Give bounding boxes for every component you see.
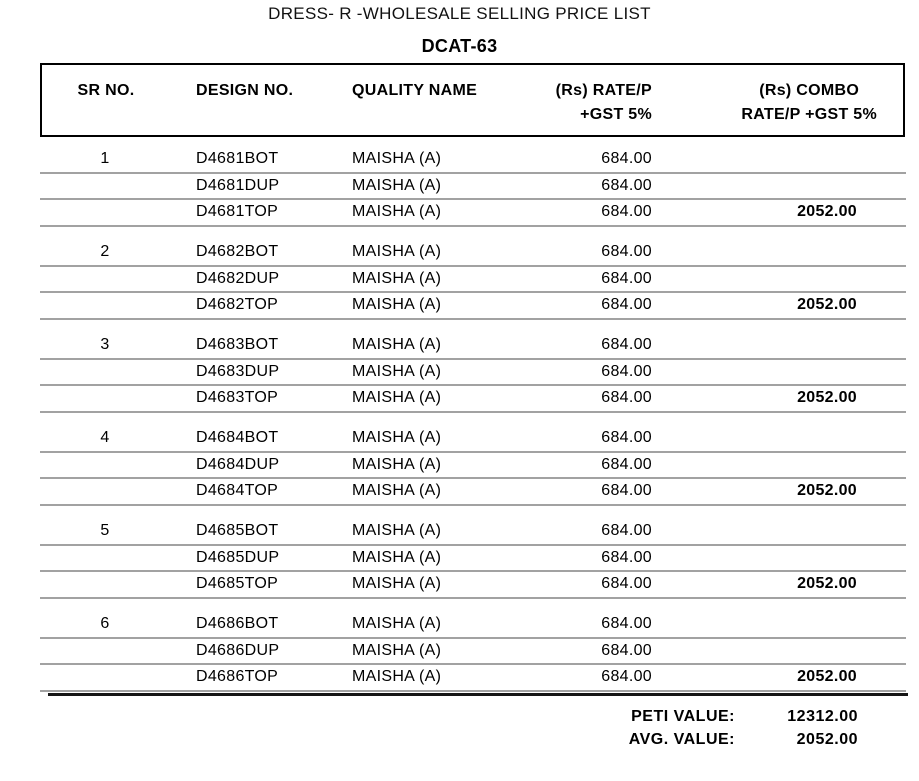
rate-cell: 684.00 (601, 429, 652, 447)
rate-cell: 684.00 (601, 575, 652, 593)
rate-cell: 684.00 (601, 243, 652, 261)
avg-value-row (0, 731, 919, 749)
catalog-code: DCAT-63 (421, 36, 498, 56)
design-no-cell: D4682BOT (196, 243, 279, 261)
table-row (40, 333, 906, 360)
table-row (40, 267, 906, 294)
table-row (40, 479, 906, 506)
column-header-design-no: DESIGN NO. (196, 82, 294, 99)
combo-header-line1: (Rs) COMBO (759, 82, 860, 99)
design-no-cell: D4685BOT (196, 522, 279, 540)
design-group-1 (40, 147, 906, 227)
combo-rate-cell: 2052.00 (797, 482, 857, 500)
rate-cell: 684.00 (601, 641, 652, 659)
rate-cell: 684.00 (601, 455, 652, 473)
sr-no-cell: 5 (100, 522, 110, 540)
design-group-5 (40, 519, 906, 599)
table-row (40, 612, 906, 639)
combo-rate-cell: 2052.00 (797, 668, 857, 686)
design-no-cell: D4681TOP (196, 203, 279, 221)
design-no-cell: D4682DUP (196, 269, 280, 287)
quality-name-cell: MAISHA (A) (352, 429, 442, 447)
table-row (40, 147, 906, 174)
table-row (40, 665, 906, 692)
rate-cell: 684.00 (601, 362, 652, 380)
table-row (40, 174, 906, 201)
rate-cell: 684.00 (601, 296, 652, 314)
avg-value-label: AVG. VALUE: (628, 731, 735, 748)
combo-rate-cell: 2052.00 (797, 389, 857, 407)
rate-header-line1: (Rs) RATE/P (555, 82, 652, 99)
quality-name-cell: MAISHA (A) (352, 243, 442, 261)
sr-no-cell: 2 (100, 243, 110, 261)
rate-cell: 684.00 (601, 482, 652, 500)
design-no-cell: D4686BOT (196, 615, 279, 633)
quality-name-cell: MAISHA (A) (352, 548, 442, 566)
table-body (40, 147, 906, 705)
design-no-cell: D4682TOP (196, 296, 279, 314)
quality-name-cell: MAISHA (A) (352, 176, 442, 194)
table-row (40, 240, 906, 267)
quality-name-cell: MAISHA (A) (352, 522, 442, 540)
combo-rate-cell: 2052.00 (797, 575, 857, 593)
column-header-sr-no: SR NO. (77, 82, 135, 99)
design-group-3 (40, 333, 906, 413)
table-row (40, 572, 906, 599)
quality-name-cell: MAISHA (A) (352, 668, 442, 686)
table-row (40, 546, 906, 573)
rate-cell: 684.00 (601, 176, 652, 194)
quality-name-cell: MAISHA (A) (352, 336, 442, 354)
quality-name-cell: MAISHA (A) (352, 389, 442, 407)
rate-cell: 684.00 (601, 522, 652, 540)
design-no-cell: D4684TOP (196, 482, 279, 500)
table-row (40, 639, 906, 666)
rate-cell: 684.00 (601, 269, 652, 287)
quality-name-cell: MAISHA (A) (352, 362, 442, 380)
quality-name-cell: MAISHA (A) (352, 296, 442, 314)
design-no-cell: D4681BOT (196, 150, 279, 168)
design-no-cell: D4683TOP (196, 389, 279, 407)
design-no-cell: D4685DUP (196, 548, 280, 566)
table-row (40, 293, 906, 320)
table-row (40, 360, 906, 387)
design-no-cell: D4681DUP (196, 176, 280, 194)
design-group-4 (40, 426, 906, 506)
peti-value-row (0, 708, 919, 726)
column-header-rate (530, 79, 652, 135)
design-no-cell: D4686DUP (196, 641, 280, 659)
quality-name-cell: MAISHA (A) (352, 203, 442, 221)
table-row (40, 519, 906, 546)
rate-cell: 684.00 (601, 203, 652, 221)
table-row (40, 453, 906, 480)
design-no-cell: D4686TOP (196, 668, 279, 686)
quality-name-cell: MAISHA (A) (352, 150, 442, 168)
design-no-cell: D4683BOT (196, 336, 279, 354)
design-no-cell: D4684BOT (196, 429, 279, 447)
quality-name-cell: MAISHA (A) (352, 575, 442, 593)
combo-rate-cell: 2052.00 (797, 296, 857, 314)
column-header-combo (652, 79, 903, 135)
table-row (40, 200, 906, 227)
table-row (40, 426, 906, 453)
design-no-cell: D4685TOP (196, 575, 279, 593)
sr-no-cell: 3 (100, 336, 110, 354)
sr-no-cell: 1 (100, 150, 110, 168)
design-no-cell: D4684DUP (196, 455, 280, 473)
design-no-cell: D4683DUP (196, 362, 280, 380)
avg-value-amount: 2052.00 (796, 731, 858, 748)
peti-value-amount: 12312.00 (787, 708, 858, 725)
quality-name-cell: MAISHA (A) (352, 482, 442, 500)
peti-value-label: PETI VALUE: (631, 708, 735, 725)
rate-cell: 684.00 (601, 668, 652, 686)
quality-name-cell: MAISHA (A) (352, 455, 442, 473)
total-separator-line (48, 693, 908, 696)
table-row (40, 386, 906, 413)
rate-cell: 684.00 (601, 336, 652, 354)
design-group-6 (40, 612, 906, 692)
sr-no-cell: 4 (100, 429, 110, 447)
quality-name-cell: MAISHA (A) (352, 615, 442, 633)
document-title: DRESS- R -WHOLESALE SELLING PRICE LIST (268, 4, 651, 23)
rate-cell: 684.00 (601, 548, 652, 566)
rate-cell: 684.00 (601, 615, 652, 633)
rate-cell: 684.00 (601, 389, 652, 407)
quality-name-cell: MAISHA (A) (352, 269, 442, 287)
column-header-quality-name: QUALITY NAME (352, 82, 478, 99)
quality-name-cell: MAISHA (A) (352, 641, 442, 659)
rate-header-line2: +GST 5% (580, 106, 652, 123)
combo-rate-cell: 2052.00 (797, 203, 857, 221)
design-group-2 (40, 240, 906, 320)
combo-header-line2: RATE/P +GST 5% (741, 106, 877, 123)
rate-cell: 684.00 (601, 150, 652, 168)
sr-no-cell: 6 (100, 615, 110, 633)
table-header (40, 63, 905, 137)
